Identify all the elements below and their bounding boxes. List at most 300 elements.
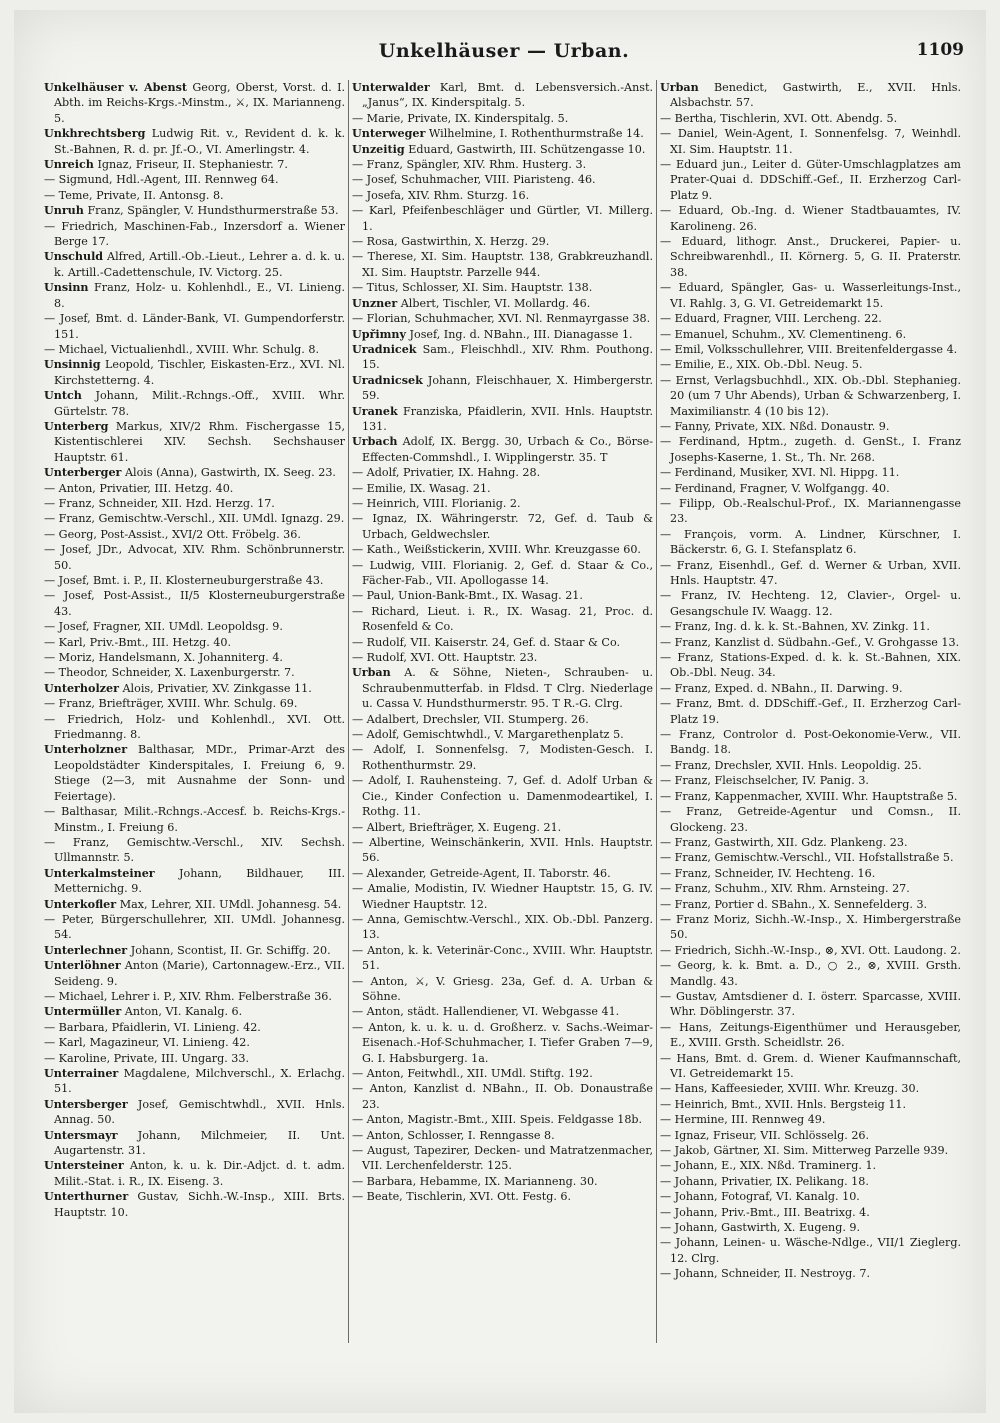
entry-details: — Richard, Lieut. i. R., IX. Wasag. 21, Proc. d. Rosenfeld & Co.: [352, 604, 653, 634]
entry-details: — Franz, Gemischtw.-Verschl., XIV. Sechsh. Ullmannstr. 5.: [44, 835, 345, 865]
entry-details: — Emilie, E., XIX. Ob.-Dbl. Neug. 5.: [660, 358, 863, 372]
directory-entry: [352, 974, 653, 1005]
entry-details: — Anton, ⚔, V. Griesg. 23a, Gef. d. A. Urban & Söhne.: [352, 974, 653, 1003]
directory-entry: [660, 1189, 961, 1204]
directory-entry: [44, 1066, 345, 1097]
entry-details: — Amalie, Modistin, IV. Wiedner Hauptstr. 15, G. IV. Wiedner Hauptstr. 12.: [352, 882, 653, 911]
entry-details: Karl, Bmt. d. Lebensversich.-Anst. „Janus“, IX. Kinderspitalg. 5.: [362, 81, 653, 110]
directory-entry: [44, 1128, 345, 1159]
entry-details: Benedict, Gastwirth, E., XVII. Hnls. Alsbachstr. 57.: [670, 81, 962, 110]
entry-surname: Untermüller: [44, 1005, 122, 1019]
entry-details: Johann, Fleischhauer, X. Himbergerstr. 59.: [362, 373, 653, 403]
directory-entry: [660, 280, 961, 311]
directory-entry: [660, 773, 961, 788]
entry-surname: Unzeitig: [352, 142, 405, 156]
directory-entry: [44, 742, 345, 804]
entry-details: — Florian, Schuhmacher, XVI. Nl. Renmayrgasse 38.: [352, 312, 651, 326]
directory-entry: [44, 527, 345, 542]
entry-details: — Ludwig, VIII. Florianig. 2, Gef. d. Staar & Co., Fächer-Fab., VII. Apollogasse 14.: [352, 558, 653, 587]
entry-details: — Franz, Getreide-Agentur und Comsn., II. Glockeng. 23.: [660, 805, 961, 834]
directory-entry: [352, 542, 653, 557]
directory-entry: [352, 1128, 653, 1143]
directory-entry: [660, 835, 961, 850]
entry-details: — August, Tapezirer, Decken- und Matratzenmacher, VII. Lerchenfelderstr. 125.: [352, 1144, 653, 1173]
entry-surname: Uradnicek: [352, 342, 417, 356]
entry-details: — Daniel, Wein-Agent, I. Sonnenfelsg. 7, Weinhdl. XI. Sim. Hauptstr. 11.: [660, 127, 961, 156]
entry-details: — Franz, IV. Hechteng. 12, Clavier-, Orgel- u. Gesangschule IV. Waagg. 12.: [660, 589, 961, 618]
entry-details: — Fanny, Private, XIX. Nßd. Donaustr. 9.: [660, 419, 890, 433]
entry-details: Gustav, Sichh.-W.-Insp., XIII. Brts. Hauptstr. 10.: [54, 1190, 346, 1219]
entry-details: — Rosa, Gastwirthin, X. Herzg. 29.: [352, 235, 550, 249]
directory-entry: [44, 188, 345, 203]
entry-details: — Franz, Ing. d. k. k. St.-Bahnen, XV. Zinkg. 11.: [660, 620, 930, 634]
directory-entry: [44, 958, 345, 989]
directory-entry: [352, 188, 653, 203]
entry-surname: Unterweger: [352, 127, 426, 141]
page-header: [44, 34, 964, 74]
entry-details: Anton (Marie), Cartonnagew.-Erz., VII. Seideng. 9.: [54, 959, 345, 988]
entry-details: — Franz, Stations-Exped. d. k. k. St.-Bahnen, XIX. Ob.-Dbl. Neug. 34.: [660, 651, 961, 680]
entry-details: — Anton, Feitwhdl., XII. UMdl. Stiftg. 192.: [352, 1067, 593, 1080]
entry-details: — Titus, Schlosser, XI. Sim. Hauptstr. 138.: [352, 281, 593, 295]
entry-details: A. & Söhne, Nieten-, Schrauben- u. Schraubenmutterfab. in Fldsd. T Clrg. Niederlage u. Cassa V. Hundsthurmerstr. 95. T R.-G. Clrg.: [362, 666, 653, 711]
entry-details: Eduard, Gastwirth, III. Schützengasse 10.: [408, 142, 646, 156]
entry-details: — Johann, E., XIX. Nßd. Traminerg. 1.: [660, 1159, 877, 1173]
entry-details: — Friedrich, Sichh.-W.-Insp., ⊗, XVI. Ott. Laudong. 2.: [660, 943, 961, 957]
page-number: 1109: [916, 40, 964, 60]
directory-entry: [660, 1205, 961, 1220]
directory-entry: [660, 373, 961, 419]
directory-entry: [352, 481, 653, 496]
entry-details: — Rudolf, XVI. Ott. Hauptstr. 23.: [352, 651, 538, 665]
entry-details: — Therese, XI. Sim. Hauptstr. 138, Grabkreuzhandl. XI. Sim. Hauptstr. Parzelle 944.: [352, 250, 653, 279]
entry-details: — Friedrich, Holz- und Kohlenhdl., XVI. Ott. Friedmanng. 8.: [44, 712, 345, 742]
entry-details: — Ernst, Verlagsbuchhdl., XIX. Ob.-Dbl. Stephanieg. 20 (um 7 Uhr Abends), Urban & Schwarzenberg, I. Maximilianstr. 4 (10 bis 12).: [660, 373, 961, 418]
directory-entry: [352, 943, 653, 974]
directory-entry: [44, 650, 345, 665]
directory-entry: [44, 804, 345, 835]
entry-details: — Peter, Bürgerschullehrer, XII. UMdl. Johannesg. 54.: [44, 912, 345, 942]
directory-entry: [44, 1189, 345, 1220]
directory-entry: [660, 1051, 961, 1082]
entry-details: Franz, Spängler, V. Hundsthurmerstraße 53.: [87, 204, 339, 218]
directory-entry: [44, 681, 345, 696]
entry-details: — Franz, Exped. d. NBahn., II. Darwing. 9.: [660, 681, 903, 695]
directory-entry: [352, 1189, 653, 1204]
directory-entry: [352, 311, 653, 326]
directory-entry: [44, 835, 345, 866]
directory-entry: [660, 1158, 961, 1173]
entry-details: — Hermine, III. Rennweg 49.: [660, 1113, 826, 1127]
directory-entry: [352, 280, 653, 295]
entry-details: Wilhelmine, I. Rothenthurmstraße 14.: [428, 127, 644, 141]
column-2: [349, 80, 657, 1343]
entry-surname: Urban: [660, 81, 699, 94]
entry-details: — Ferdinand, Fragner, V. Wolfgangg. 40.: [660, 481, 890, 495]
entry-surname: Unterlechner: [44, 943, 128, 957]
entry-details: — Balthasar, Milit.-Rchngs.-Accesf. b. Reichs-Krgs.-Minstm., I. Freiung 6.: [44, 805, 345, 834]
directory-entry: [352, 496, 653, 511]
directory-entry: [660, 481, 961, 496]
entry-surname: Uradnicsek: [352, 373, 423, 387]
directory-entry: [44, 1035, 345, 1050]
entry-surname: Unterkofler: [44, 897, 117, 911]
directory-entry: [352, 1143, 653, 1174]
directory-entry: [660, 989, 961, 1020]
entry-details: — Theodor, Schneider, X. Laxenburgerstr. 7.: [44, 666, 295, 680]
entry-details: — Ignaz, Friseur, VII. Schlösselg. 26.: [660, 1128, 870, 1142]
directory-entry: [660, 327, 961, 342]
directory-entry: [352, 773, 653, 819]
directory-entry: [352, 727, 653, 742]
directory-entry: [44, 311, 345, 342]
directory-entry: [660, 111, 961, 126]
column-1: [44, 80, 349, 1343]
directory-entry: [352, 820, 653, 835]
directory-entry: [660, 758, 961, 773]
entry-surname: Unterberger: [44, 466, 122, 480]
directory-entry: [352, 635, 653, 650]
entry-details: — Johann, Privatier, IX. Pelikang. 18.: [660, 1174, 869, 1188]
entry-details: — Hans, Kaffeesieder, XVIII. Whr. Kreuzg. 30.: [660, 1082, 920, 1096]
directory-entry: [44, 388, 345, 419]
entry-details: — Sigmund, Hdl.-Agent, III. Rennweg 64.: [44, 173, 279, 187]
directory-entry: [44, 481, 345, 496]
entry-details: Franziska, Pfaidlerin, XVII. Hnls. Hauptstr. 131.: [362, 404, 653, 433]
directory-entry: [352, 1112, 653, 1127]
entry-surname: Urbach: [352, 435, 398, 449]
entry-details: Johann, Milchmeier, II. Unt. Augartenstr. 31.: [54, 1128, 345, 1158]
directory-entry: [352, 742, 653, 773]
entry-details: — Moriz, Handelsmann, X. Johanniterg. 4.: [44, 651, 283, 665]
entry-details: — Kath., Weißstickerin, XVIII. Whr. Kreuzgasse 60.: [352, 543, 641, 557]
entry-details: Franz, Holz- u. Kohlenhdl., E., VI. Linieng. 8.: [54, 281, 345, 310]
directory-entry: [660, 850, 961, 865]
directory-entry: [44, 1020, 345, 1035]
entry-details: — Eduard, Ob.-Ing. d. Wiener Stadtbauamtes, IV. Karolineng. 26.: [660, 204, 961, 233]
entry-details: — Franz, Schneider, IV. Hechteng. 16.: [660, 866, 876, 880]
entry-details: — Franz, Spängler, XIV. Rhm. Husterg. 3.: [352, 158, 587, 172]
entry-details: — Gustav, Amtsdiener d. I. österr. Sparcasse, XVIII. Whr. Döblingerstr. 37.: [660, 989, 961, 1019]
entry-details: — Eduard, Fragner, VIII. Lercheng. 22.: [660, 312, 882, 326]
entry-details: — Anton, k. u. k. u. d. Großherz. v. Sachs.-Weimar-Eisenach.-Hof-Schuhmacher, I. Tiefer Graben 7—9, G. I. Habsburgerg. 1a.: [352, 1020, 653, 1065]
directory-entry: [660, 558, 961, 589]
directory-entry: [352, 881, 653, 912]
entry-surname: Upřimny: [352, 327, 406, 341]
directory-entry: [44, 866, 345, 897]
entry-details: Albert, Tischler, VI. Mollardg. 46.: [400, 296, 591, 310]
entry-details: — Jakob, Gärtner, XI. Sim. Mitterweg Parzelle 939.: [660, 1144, 949, 1158]
entry-details: — Anton, Magistr.-Bmt., XIII. Speis. Feldgasse 18b.: [352, 1113, 643, 1127]
entry-details: — Heinrich, VIII. Florianig. 2.: [352, 496, 521, 510]
directory-entry: [660, 357, 961, 372]
directory-entry: [44, 1158, 345, 1189]
directory-entry: [660, 804, 961, 835]
entry-details: — Johann, Priv.-Bmt., III. Beatrixg. 4.: [660, 1205, 870, 1219]
entry-details: Johann, Bildhauer, III. Metternichg. 9.: [54, 866, 345, 896]
entry-details: — Eduard, Spängler, Gas- u. Wasserleitungs-Inst., VI. Rahlg. 3, G. VI. Getreidemarkt 15.: [660, 281, 961, 310]
entry-surname: Unterlöhner: [44, 959, 121, 973]
entry-details: Alfred, Artill.-Ob.-Lieut., Lehrer a. d. k. u. k. Artill.-Cadettenschule, IV. Victorg. 25.: [54, 250, 345, 279]
directory-entry: [660, 1097, 961, 1112]
directory-entry: [352, 1174, 653, 1189]
entry-surname: Unterkalmsteiner: [44, 866, 155, 880]
entry-details: — Adolf, I. Rauhensteing. 7, Gef. d. Adolf Urban & Cie., Kinder Confection u. Damenmodeartikel, I. Rothg. 11.: [352, 774, 653, 819]
directory-entry: [660, 866, 961, 881]
entry-surname: Urban: [352, 666, 391, 680]
entry-surname: Untch: [44, 389, 82, 403]
directory-entry: [660, 635, 961, 650]
directory-entry: [352, 126, 653, 141]
directory-entry: [44, 157, 345, 172]
directory-entry: [660, 311, 961, 326]
entry-details: Leopold, Tischler, Eiskasten-Erz., XVI. Nl. Kirchstetterng. 4.: [54, 358, 346, 387]
entry-details: Josef, Ing. d. NBahn., III. Dianagasse 1.: [409, 327, 633, 341]
entry-details: — Josef, Bmt. i. P., II. Klosterneuburgerstraße 43.: [44, 574, 324, 587]
directory-entry: [660, 1143, 961, 1158]
directory-entry: [352, 434, 653, 465]
directory-entry: [352, 1081, 653, 1112]
directory-entry: [352, 157, 653, 172]
directory-entry: [352, 234, 653, 249]
directory-entry: [352, 1066, 653, 1081]
directory-entry: [660, 434, 961, 465]
entry-details: — Eduard, lithogr. Anst., Druckerei, Papier- u. Schreibwarenhdl., II. Körnerg. 5, G. II. Praterstr. 38.: [660, 235, 961, 279]
entry-surname: Unzner: [352, 296, 398, 310]
directory-entry: [660, 80, 961, 111]
entry-details: — Emilie, IX. Wasag. 21.: [352, 481, 491, 495]
directory-entry: [44, 1051, 345, 1066]
directory-entry: [44, 619, 345, 634]
directory-entry: [660, 1235, 961, 1266]
entry-details: — Franz, Controlor d. Post-Oekonomie-Verw., VII. Bandg. 18.: [660, 728, 961, 757]
entry-surname: Untersmayr: [44, 1128, 118, 1142]
directory-entry: [44, 635, 345, 650]
directory-entry: [352, 912, 653, 943]
entry-details: — Anton, Privatier, III. Hetzg. 40.: [44, 481, 234, 495]
directory-entry: [660, 619, 961, 634]
entry-details: — Michael, Victualienhdl., XVIII. Whr. Schulg. 8.: [44, 342, 319, 356]
entry-details: — Josef, JDr., Advocat, XIV. Rhm. Schönbrunnerstr. 50.: [44, 543, 345, 572]
entry-details: — Karl, Magazineur, VI. Linieng. 42.: [44, 1036, 250, 1050]
directory-entry: [44, 249, 345, 280]
directory-entry: [660, 696, 961, 727]
entry-details: — Johann, Schneider, II. Nestroyg. 7.: [660, 1267, 870, 1281]
entry-details: Ignaz, Friseur, II. Stephaniestr. 7.: [97, 158, 288, 172]
entry-details: — Josef, Post-Assist., II/5 Klosterneuburgerstraße 43.: [44, 589, 345, 618]
directory-entry: [352, 558, 653, 589]
directory-entry: [44, 172, 345, 187]
directory-page: [14, 10, 986, 1413]
directory-entry: [352, 1004, 653, 1019]
entry-details: — Franz, Drechsler, XVII. Hnls. Leopoldig. 25.: [660, 758, 922, 772]
directory-entry: [44, 342, 345, 357]
directory-entry: [352, 604, 653, 635]
entry-surname: Unkhrechtsberg: [44, 127, 146, 141]
entry-details: — Karl, Pfeifenbeschläger und Gürtler, VI. Millerg. 1.: [352, 204, 653, 233]
directory-entry: [352, 296, 653, 311]
column-3: [657, 80, 964, 1343]
entry-details: — Michael, Lehrer i. P., XIV. Rhm. Felberstraße 36.: [44, 989, 332, 1003]
entry-surname: Unterthurner: [44, 1190, 129, 1204]
directory-entry: [44, 943, 345, 958]
entry-details: — Barbara, Hebamme, IX. Marianneng. 30.: [352, 1174, 598, 1188]
entry-details: — Adolf, Gemischtwhdl., V. Margarethenplatz 5.: [352, 728, 624, 742]
entry-details: — Hans, Zeitungs-Eigenthümer und Herausgeber, E., XVIII. Grsth. Scheidlstr. 26.: [660, 1020, 961, 1050]
entry-details: — Albertine, Weinschänkerin, XVII. Hnls. Hauptstr. 56.: [352, 835, 653, 865]
entry-details: Sam., Fleischhdl., XIV. Rhm. Pouthong. 15.: [362, 342, 654, 372]
directory-entry: [660, 881, 961, 896]
entry-details: — Franz, Kanzlist d. Südbahn.-Gef., V. Grohgasse 13.: [660, 635, 960, 649]
entry-details: — Georg, Post-Assist., XVI/2 Ott. Fröbelg. 36.: [44, 527, 301, 541]
entry-details: — Franz, Kappenmacher, XVIII. Whr. Hauptstraße 5.: [660, 789, 958, 803]
directory-entry: [44, 219, 345, 250]
entry-details: — Hans, Bmt. d. Grem. d. Wiener Kaufmannschaft, VI. Getreidemarkt 15.: [660, 1051, 961, 1080]
entry-details: Alois, Privatier, XV. Zinkgasse 11.: [122, 681, 312, 695]
directory-entry: [660, 1128, 961, 1143]
entry-details: — Franz, Fleischselcher, IV. Panig. 3.: [660, 774, 869, 788]
directory-entry: [352, 327, 653, 342]
directory-entry: [352, 111, 653, 126]
entry-details: Adolf, IX. Bergg. 30, Urbach & Co., Börse-Effecten-Commshdl., I. Wipplingerstr. 35. T: [362, 435, 653, 464]
directory-entry: [44, 696, 345, 711]
entry-details: — Adalbert, Drechsler, VII. Stumperg. 26.: [352, 712, 589, 726]
directory-entry: [660, 912, 961, 943]
directory-entry: [44, 80, 345, 126]
entry-surname: Unterholzer: [44, 681, 119, 695]
entry-details: — Eduard jun., Leiter d. Güter-Umschlagplatzes am Prater-Quai d. DDSchiff.-Gef., II. Erzherzog Carl-Platz 9.: [660, 158, 961, 202]
entry-details: — Albert, Briefträger, X. Eugeng. 21.: [352, 820, 562, 834]
directory-entry: [660, 419, 961, 434]
entry-details: Georg, Oberst, Vorst. d. I. Abth. im Reichs-Krgs.-Minstm., ⚔, IX. Marianneng. 5.: [54, 81, 346, 125]
directory-entry: [44, 989, 345, 1004]
entry-details: — Heinrich, Bmt., XVII. Hnls. Bergsteig 11.: [660, 1097, 907, 1111]
directory-entry: [660, 943, 961, 958]
directory-entry: [44, 496, 345, 511]
directory-entry: [352, 465, 653, 480]
directory-entry: [660, 157, 961, 203]
directory-entry: [660, 1112, 961, 1127]
entry-details: Josef, Gemischtwhdl., XVII. Hnls. Annag. 50.: [54, 1097, 345, 1127]
entry-surname: Unkelhäuser v. Abenst: [44, 81, 188, 94]
directory-entry: [44, 897, 345, 912]
directory-entry: [660, 496, 961, 527]
directory-entry: [44, 465, 345, 480]
entry-details: — Anna, Gemischtw.-Verschl., XIX. Ob.-Dbl. Panzerg. 13.: [352, 912, 653, 942]
entry-details: — Beate, Tischlerin, XVI. Ott. Festg. 6.: [352, 1190, 572, 1204]
directory-entry: [352, 588, 653, 603]
directory-entry: [660, 126, 961, 157]
entry-details: — Johann, Gastwirth, X. Eugeng. 9.: [660, 1221, 861, 1235]
entry-details: — Friedrich, Maschinen-Fab., Inzersdorf a. Wiener Berge 17.: [44, 219, 345, 249]
entry-surname: Unterholzner: [44, 743, 128, 757]
directory-entry: [44, 126, 345, 157]
entry-details: — Anton, städt. Hallendiener, VI. Webgasse 41.: [352, 1005, 620, 1019]
directory-entry: [352, 249, 653, 280]
entry-surname: Untersberger: [44, 1097, 128, 1111]
directory-entry: [660, 681, 961, 696]
entry-surname: Unterwalder: [352, 81, 430, 94]
directory-entry: [44, 912, 345, 943]
directory-entry: [660, 1220, 961, 1235]
entry-surname: Uranek: [352, 404, 398, 418]
entry-surname: Unreich: [44, 158, 94, 172]
entry-details: — Josef, Fragner, XII. UMdl. Leopoldsg. 9.: [44, 620, 283, 634]
directory-entry: [352, 203, 653, 234]
entry-details: — Franz, Gastwirth, XII. Gdz. Plankeng. 23.: [660, 835, 908, 849]
directory-entry: [660, 203, 961, 234]
directory-entry: [352, 404, 653, 435]
directory-entry: [44, 712, 345, 743]
entry-details: Balthasar, MDr., Primar-Arzt des Leopoldstädter Kinderspitales, I. Freiung 6, 9. Stiege (2—3, mit Ausnahme der Sonn- und Feiertage).: [54, 743, 345, 803]
entry-details: Johann, Scontist, II. Gr. Schiffg. 20.: [130, 943, 331, 957]
entry-details: Alois (Anna), Gastwirth, IX. Seeg. 23.: [124, 466, 336, 480]
entry-details: — Marie, Private, IX. Kinderspitalg. 5.: [352, 111, 569, 125]
entry-details: — Anton, k. k. Veterinär-Conc., XVIII. Whr. Hauptstr. 51.: [352, 943, 653, 973]
entry-details: — Franz Moriz, Sichh.-W.-Insp., X. Himbergerstraße 50.: [660, 912, 961, 942]
entry-details: — Paul, Union-Bank-Bmt., IX. Wasag. 21.: [352, 589, 583, 603]
entry-details: — Anton, Schlosser, I. Renngasse 8.: [352, 1128, 555, 1142]
directory-entry: [352, 1020, 653, 1066]
directory-entry: [44, 1097, 345, 1128]
directory-entry: [352, 511, 653, 542]
entry-details: — Franz, Schneider, XII. Hzd. Herzg. 17.: [44, 496, 275, 510]
entry-surname: Unschuld: [44, 250, 104, 264]
directory-entry: [660, 1266, 961, 1281]
entry-details: — Georg, k. k. Bmt. a. D., ○ 2., ⊗, XVIII. Grsth. Mandlg. 43.: [660, 959, 961, 988]
directory-entry: [352, 650, 653, 665]
entry-details: — Adolf, Privatier, IX. Hahng. 28.: [352, 466, 541, 480]
directory-entry: [660, 1174, 961, 1189]
entry-columns: [44, 80, 964, 1343]
entry-details: — Emanuel, Schuhm., XV. Clementineng. 6.: [660, 327, 907, 341]
page-title: Unkelhäuser — Urban.: [378, 40, 630, 62]
entry-details: — Franz, Briefträger, XVIII. Whr. Schulg. 69.: [44, 697, 298, 711]
entry-details: Magdalene, Milchverschl., X. Erlachg. 51.: [54, 1067, 345, 1096]
entry-surname: Unsinnig: [44, 358, 101, 372]
entry-details: — Ferdinand, Musiker, XVI. Nl. Hippg. 11.: [660, 466, 900, 480]
entry-details: — Barbara, Pfaidlerin, VI. Linieng. 42.: [44, 1020, 261, 1034]
entry-details: — Josef, Bmt. d. Länder-Bank, VI. Gumpendorferstr. 151.: [44, 312, 345, 341]
entry-details: — Bertha, Tischlerin, XVI. Ott. Abendg. 5.: [660, 111, 898, 125]
entry-details: — Johann, Fotograf, VI. Kanalg. 10.: [660, 1190, 860, 1204]
entry-details: — Alexander, Getreide-Agent, II. Taborstr. 46.: [352, 866, 611, 880]
entry-details: Max, Lehrer, XII. UMdl. Johannesg. 54.: [119, 897, 342, 911]
directory-entry: [660, 789, 961, 804]
directory-entry: [352, 835, 653, 866]
directory-entry: [660, 727, 961, 758]
directory-entry: [44, 419, 345, 465]
entry-surname: Unsinn: [44, 281, 89, 295]
entry-details: — Teme, Private, II. Antonsg. 8.: [44, 188, 224, 202]
directory-entry: [44, 280, 345, 311]
entry-details: — Franz, Gemischtw.-Verschl., XII. UMdl. Ignazg. 29.: [44, 512, 345, 526]
directory-entry: [660, 465, 961, 480]
directory-entry: [352, 142, 653, 157]
directory-entry: [44, 1004, 345, 1019]
entry-surname: Untersteiner: [44, 1159, 124, 1173]
directory-entry: [352, 665, 653, 711]
directory-entry: [352, 342, 653, 373]
entry-details: — Franz, Bmt. d. DDSchiff.-Gef., II. Erzherzog Carl-Platz 19.: [660, 697, 961, 726]
entry-surname: Unruh: [44, 204, 84, 218]
directory-entry: [660, 527, 961, 558]
directory-entry: [44, 511, 345, 526]
directory-entry: [660, 650, 961, 681]
entry-details: Ludwig Rit. v., Revident d. k. k. St.-Bahnen, R. d. pr. Jf.-O., VI. Amerlingstr. 4.: [54, 127, 345, 156]
directory-entry: [352, 373, 653, 404]
entry-details: — Josef, Schuhmacher, VIII. Piaristeng. 46.: [352, 173, 596, 187]
